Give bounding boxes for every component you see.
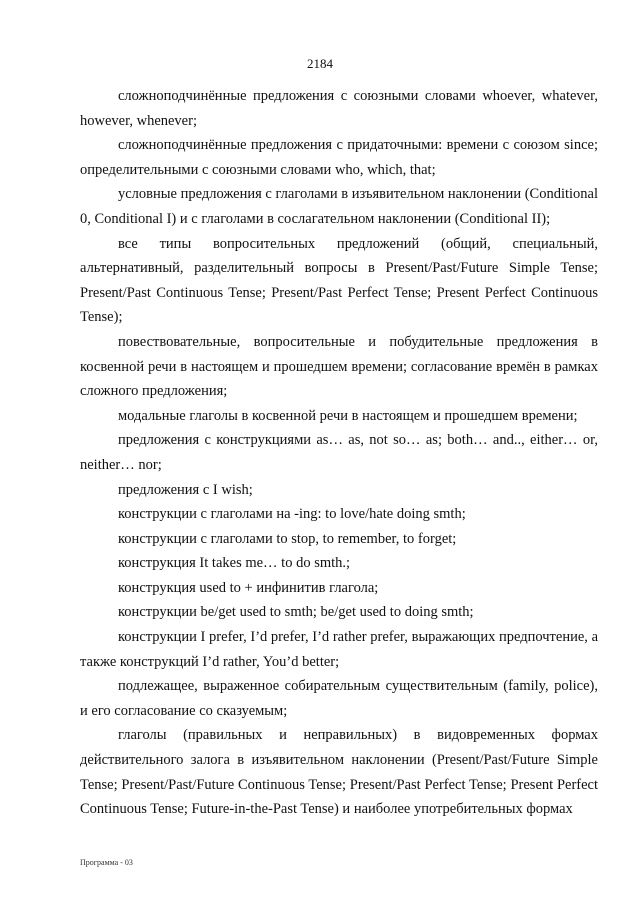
page-number: 2184 bbox=[307, 56, 333, 71]
paragraph: все типы вопросительных предложений (общий, специальный, альтернативный, разделительный вопросы в Present/Past/Future Simple Tense; Present/Past Continuous Tense; Present/Past Perfect Tense; Present Perfect Continuous Tense); bbox=[80, 235, 598, 326]
paragraph: конструкции be/get used to smth; be/get used to doing smth; bbox=[118, 604, 474, 621]
paragraph: конструкции с глаголами to stop, to remember, to forget; bbox=[118, 530, 457, 547]
paragraph: модальные глаголы в косвенной речи в настоящем и прошедшем времени; bbox=[118, 407, 578, 424]
paragraph: сложноподчинённые предложения с союзными словами whoever, whatever, however, whenever; bbox=[80, 88, 598, 129]
paragraph: конструкция used to + инфинитив глагола; bbox=[118, 579, 379, 596]
paragraph: сложноподчинённые предложения с придаточными: времени с союзом since; определительными с союзными словами who, which, that; bbox=[80, 137, 598, 178]
page-footer: Программа - 03 bbox=[80, 858, 133, 867]
paragraph: глаголы (правильных и неправильных) в видовременных формах действительного залога в изъявительном наклонении (Present/Past/Future Simple Tense; Present/Past/Future Continuous Tense; Present/Past Perfect Tense; Present Perfect Continuous Tense; Future-in-the-Past Tense) и наиболее употребительных формах bbox=[80, 727, 598, 818]
paragraph: предложения с конструкциями as… as, not so… as; both… and.., either… or, neither… nor; bbox=[80, 432, 598, 473]
paragraph: конструкция It takes me… to do smth.; bbox=[118, 555, 351, 572]
paragraph: конструкции с глаголами на -ing: to love/hate doing smth; bbox=[118, 506, 466, 523]
paragraph: конструкции I prefer, I’d prefer, I’d rather prefer, выражающих предпочтение, а также конструкций I’d rather, You’d better; bbox=[80, 629, 598, 670]
paragraph: предложения с I wish; bbox=[118, 481, 253, 498]
document-body bbox=[80, 84, 598, 822]
paragraph: условные предложения с глаголами в изъявительном наклонении (Conditional 0, Conditional I) и с глаголами в сослагательном наклонении (Conditional II); bbox=[80, 186, 599, 227]
paragraph: повествовательные, вопросительные и побудительные предложения в косвенной речи в настоящем и прошедшем времени; согласование времён в рамках сложного предложения; bbox=[80, 333, 598, 400]
paragraph: подлежащее, выраженное собирательным существительным (family, police), и его согласование со сказуемым; bbox=[80, 678, 598, 719]
